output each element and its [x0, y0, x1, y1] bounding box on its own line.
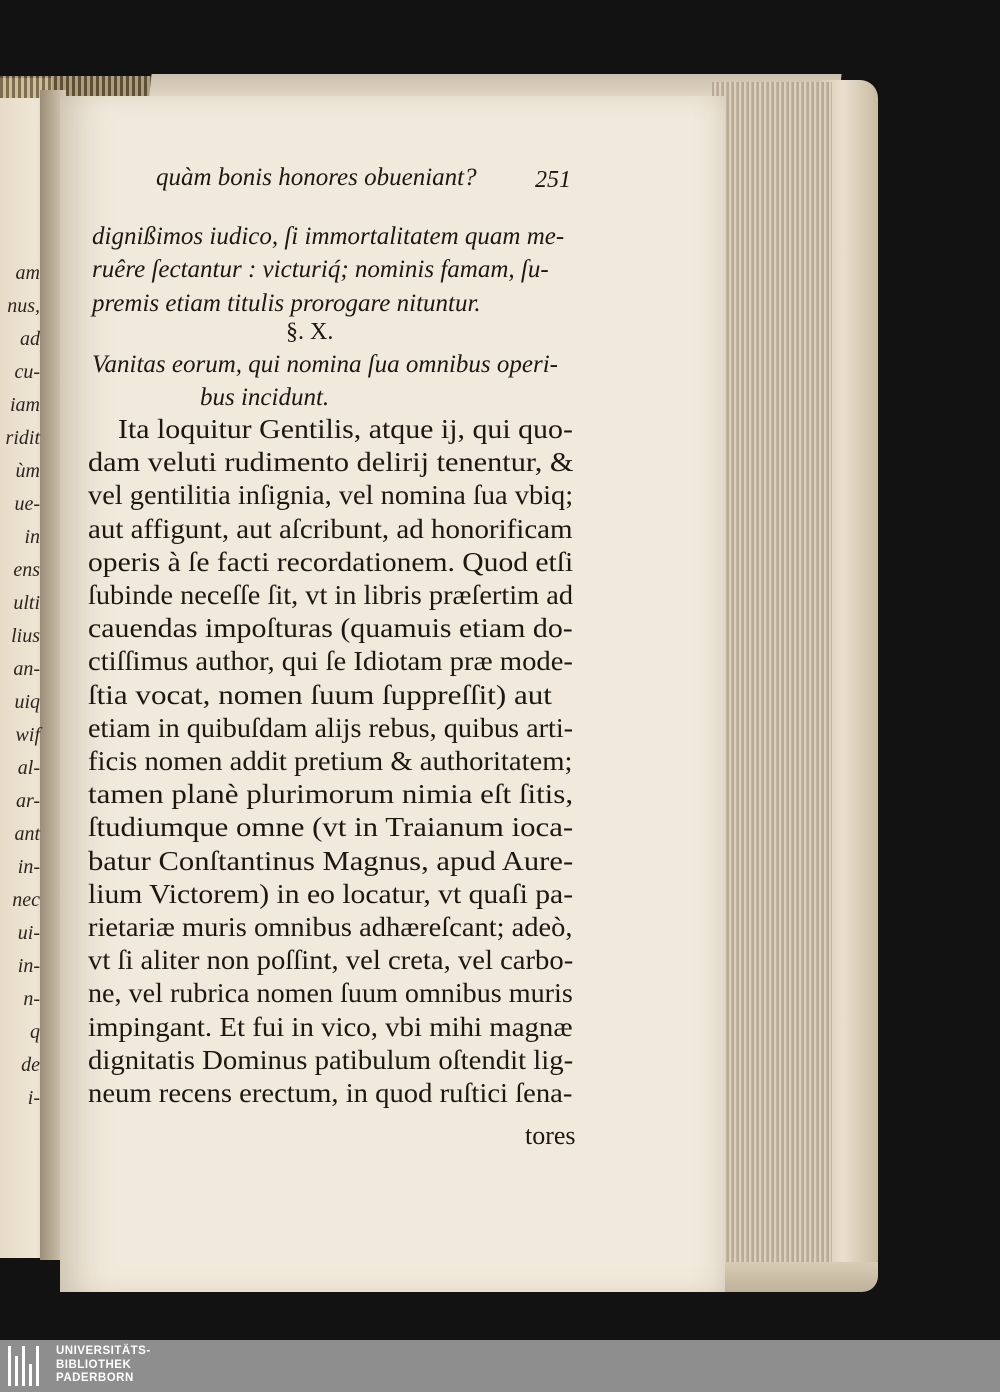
left-margin-fragment: an- — [13, 658, 40, 680]
left-margin-fragment: i- — [27, 1087, 40, 1109]
body-text-line: batur Conſtantinus Magnus, apud Aure- — [88, 845, 574, 876]
left-margin-fragment: wif — [15, 724, 40, 746]
body-text-line: lium Victorem) in eo locatur, vt quaſi pa- — [88, 878, 574, 909]
body-text-line: ſubinde neceſſe ſit, vt in libris præſertim ad — [88, 580, 574, 610]
left-margin-fragment: ens — [13, 559, 40, 581]
fore-edge — [712, 82, 832, 1292]
left-margin-fragment: ad — [20, 328, 40, 350]
left-margin-fragment: ridit — [5, 427, 40, 449]
left-margin-fragment: de — [21, 1054, 40, 1076]
left-margin-fragment: ulti — [13, 592, 40, 614]
left-margin-fragment: ue- — [14, 493, 40, 515]
left-margin-fragment: ui- — [17, 922, 40, 944]
page-number: 251 — [535, 167, 571, 193]
body-text-line: operis à ſe facti recordationem. Quod etſi — [88, 546, 574, 577]
left-margin-fragment: ant — [14, 823, 40, 845]
section-heading-line: Vanitas eorum, qui nomina ſua omnibus operi- — [92, 351, 558, 378]
body-text-line: dignitatis Dominus patibulum oſtendit lig- — [88, 1044, 574, 1075]
text-line: premis etiam titulis prorogare nituntur. — [92, 290, 481, 317]
section-heading-line: bus incidunt. — [200, 384, 330, 411]
headband — [0, 76, 160, 98]
body-text-line: ctiſſimus author, qui ſe Idiotam præ mode- — [88, 646, 573, 677]
library-bars-logo-icon — [8, 1346, 46, 1386]
left-margin-fragment: q — [30, 1021, 40, 1043]
body-text-line: vt ſi aliter non poſſint, vel creta, vel carbo- — [88, 945, 574, 976]
body-text-line: ficis nomen addit pretium & authoritatem; — [88, 746, 573, 776]
body-text-line: aut affigunt, aut aſcribunt, ad honorificam — [88, 513, 573, 544]
left-margin-fragment: in — [24, 526, 40, 548]
cover-bottom — [700, 1262, 878, 1292]
body-text-line: etiam in quibuſdam alijs rebus, quibus arti- — [88, 712, 574, 743]
logo-line: BIBLIOTHEK — [56, 1358, 132, 1371]
body-text-line: vel gentilitia inſignia, vel nomina ſua vbiq; — [88, 480, 574, 511]
body-text-line: dam veluti rudimento delirij tenentur, & — [88, 447, 574, 478]
body-text-line: impingant. Et fui in vico, vbi mihi magnæ — [88, 1011, 573, 1042]
left-margin-fragment: nus, — [7, 295, 40, 317]
logo-line: PADERBORN — [56, 1372, 134, 1384]
library-logo-text — [56, 1345, 151, 1386]
text-line: dignißimos iudico, ſi immortalitatem quam me- — [92, 223, 565, 250]
footer-bar — [0, 1340, 1000, 1392]
left-margin-fragment: ar- — [15, 790, 40, 812]
left-margin-fragment: cu- — [14, 361, 40, 383]
left-margin-fragment: n- — [23, 988, 40, 1010]
body-text-line: rietariæ muris omnibus adhæreſcant; adeò, — [88, 912, 573, 942]
body-text-line: cauendas impoſturas (quamuis etiam do- — [88, 613, 573, 644]
body-text-line: Ita loquitur Gentilis, atque ij, qui quo- — [118, 414, 573, 444]
body-text-line: ſtudiumque omne (vt in Traianum ioca- — [88, 812, 574, 843]
left-margin-fragment: nec — [12, 889, 40, 911]
running-head: quàm bonis honores obueniant? — [156, 164, 477, 191]
left-margin-fragment: am — [15, 262, 40, 284]
left-margin-fragment: al- — [17, 757, 40, 779]
text-line: ruêre ſectantur : victuriq́; nominis famam, ſu- — [92, 256, 549, 283]
catchword: tores — [525, 1121, 576, 1150]
body-text-line: tamen planè plurimorum nimia eſt ſitis, — [88, 779, 574, 810]
body-text-line: ne, vel rubrica nomen ſuum omnibus muris — [88, 978, 573, 1009]
left-margin-fragment: in- — [17, 955, 40, 977]
left-margin-fragment: uiq — [14, 691, 40, 713]
left-margin-fragment: ùm — [15, 460, 40, 482]
body-text-line: neum recens erectum, in quod ruſtici ſena- — [88, 1078, 573, 1108]
left-margin-fragment: iam — [10, 394, 40, 416]
logo-line: UNIVERSITÄTS- — [56, 1345, 151, 1357]
body-text-line: ſtia vocat, nomen ſuum ſuppreſſit) aut — [88, 679, 552, 710]
left-margin-fragment: lius — [11, 625, 40, 647]
left-margin-fragment: in- — [17, 856, 40, 878]
section-number: §. X. — [286, 319, 334, 345]
